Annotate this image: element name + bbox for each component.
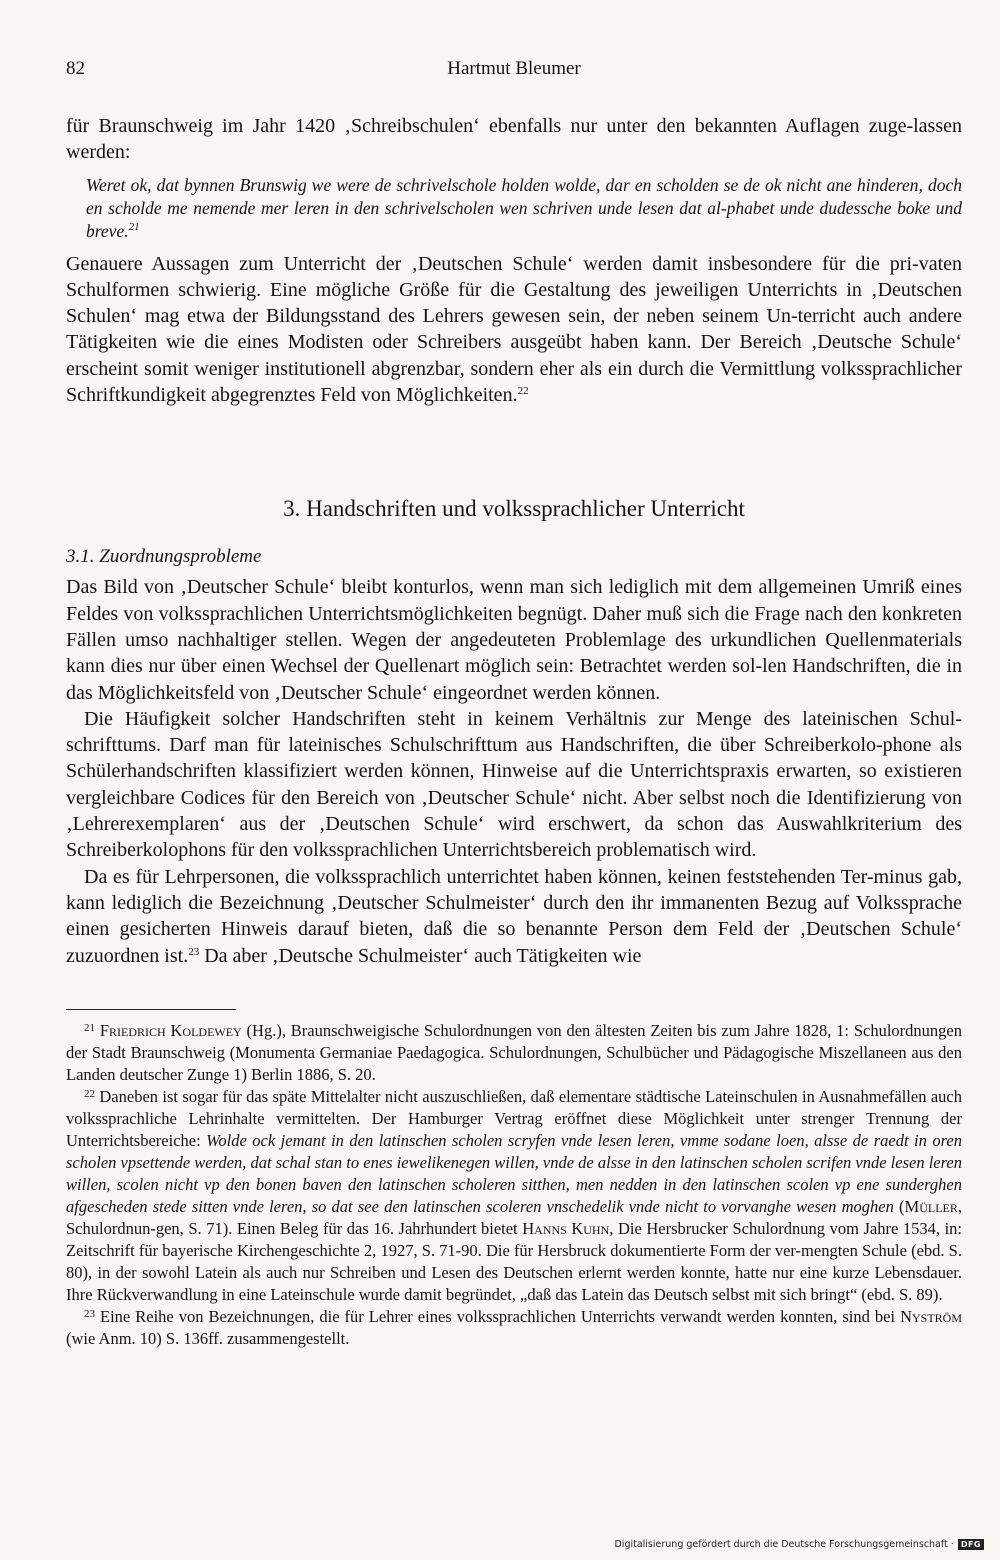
paragraph: [66, 864, 962, 969]
footnote-text: Daneben ist sogar für das späte Mittelalter nicht auszuschließen, daß elementare städtische Lateinschulen in Ausnahmefällen auch volkssprachliche Lehrinhalte vermittelten. Der Hamburger Vertrag eröffnet diese Möglichkeit unter strenger Trennung der Unterrichtsbereiche:: [66, 1086, 962, 1150]
author-name: Friedrich Koldewey: [99, 1020, 242, 1040]
author-name: Hanns Kuhn: [522, 1218, 610, 1238]
footnote-ref[interactable]: 22: [517, 385, 529, 398]
footnote-ref[interactable]: 23: [188, 945, 200, 958]
paragraph: [66, 574, 962, 705]
footnote-ref[interactable]: 21: [128, 220, 140, 233]
page-number: 82: [66, 58, 85, 79]
paragraph: [66, 113, 962, 166]
footnote-number: 22: [84, 1087, 95, 1100]
footnote-22: $^{22}$ Daneben ist sogar für das späte Mittelalter nicht auszuschließen, daß elementare städtische Lateinschulen in Ausnahmefällen auch volkssprachliche Lehrinhalte vermittelten. Der Hamburger Vertrag eröffnet diese Möglichkeit unter strenger Trennung der Unterrichtsbereiche: Wolde ock jemant in den latinschen scholen scryfen vnde lesen leren, vmme sodane loen, alsse de raedt in oren scholen vpsettende werden, dat schal stan to enes iewelikenegen willen, vnde de alsse in den latinschen scholen scrifen vnde lesen leren willen, scolen nicht vp den bonen baven den latinschen scholeren sitthen, men nedden in den latinschen scolen vp ene sunderghen afgescheden stede sitten vnde leren, so dat see den latinschen scoleren vnschedelik vnde nicht to vorvanghe wesen moghen (Müller, Schulordnun-gen, S. 71). Einen Beleg für das 16. Jahrhundert bietet Hanns Kuhn, Die Hersbrucker Schulordnung vom Jahre 1534, in: Zeitschrift für bayerische Kirchengeschichte 2, 1927, S. 71-90. Die für Hersbruck dokumentierte Form der ver-mengten Schule (ebd. S. 80), in der sowohl Latein als auch nur Schreiben und Lesen des Deutschen erlernt werden konnte, hatte nur eine kurze Lebensdauer. Ihre Rückverwandlung in eine Lateinschule wurde damit begründet, „daß das Latein das Deutsch selbst mit sich bringt“ (ebd. S. 89).: [66, 1086, 962, 1304]
paragraph-text: Da es für Lehrpersonen, die volkssprachlich unterrichtet haben können, keinen feststehenden Ter-minus gab, kann lediglich die Bezeichnung ‚Deutscher Schulmeister‘ durch den ihr immanenten Bezug auf Volkssprache einen gesicherten Hinweis darauf bieten, daß die so benannte Person dem Feld der ‚Deutschen Schule‘ zuzuordnen ist.: [66, 865, 962, 967]
footnote-text: , Die Hersbrucker Schulordnung vom Jahre 1534, in: Zeitschrift für bayerische Kirchengeschichte 2, 1927, S. 71-90. Die für Hersbruck dokumentierte Form der ver-mengten Schule (ebd. S. 80), in der sowohl Latein als auch nur Schreiben und Lesen des Deutschen erlernt werden konnte, hatte nur eine kurze Lebensdauer. Ihre Rückverwandlung in eine Lateinschule wurde damit begründet, „daß das Latein das Deutsch selbst mit sich bringt“ (ebd. S. 89).: [66, 1218, 962, 1304]
paragraph: [66, 706, 962, 864]
footnote-text: (Hg.), Braunschweigische Schulordnungen von den ältesten Zeiten bis zum Jahre 1828, 1: Schulordnungen der Stadt Braunschweig (Monumenta Germaniae Paedagogica. Schulordnungen, Schulbücher und Pädagogische Miszellaneen aus den Landen deutscher Zunge 1) Berlin 1886, S. 20.: [66, 1020, 962, 1084]
footnote-number: 23: [84, 1307, 95, 1320]
block-quote: [86, 174, 962, 243]
dfg-logo-icon: DFG: [958, 1539, 984, 1550]
footnote-23: [66, 1306, 962, 1350]
dfg-notice-text: Digitalisierung gefördert durch die Deutsche Forschungsgemeinschaft ·: [614, 1539, 954, 1550]
footnote-text: (wie Anm. 10) S. 136ff. zusammengestellt.: [66, 1328, 350, 1348]
footnote-text: Eine Reihe von Bezeichnungen, die für Lehrer eines volkssprachlichen Unterrichts verwandt werden konnten, sind bei: [100, 1306, 901, 1326]
main-text: [66, 113, 962, 1350]
section-heading: 3. Handschriften und volkssprachlicher Unterricht: [283, 496, 745, 522]
footnote-divider: [66, 1009, 236, 1010]
running-head: Hartmut Bleumer: [447, 58, 581, 79]
quote-text: Weret ok, dat bynnen Brunswig we were de schrivelschole holden wolde, dar en scholden se de ok nicht ane hinderen, doch en scholde me nemende mer leren in den schrivelscholen wen schriven unde lesen dat al-phabet unde dudessche boke und breve.: [86, 174, 962, 241]
footnote-number: 21: [84, 1021, 95, 1034]
footnote-text: , Schulordnun-gen, S. 71). Einen Beleg für das 16. Jahrhundert bietet: [66, 1196, 962, 1238]
paragraph-text: Da aber ‚Deutsche Schulmeister‘ auch Tätigkeiten wie: [199, 944, 642, 967]
subsection-heading: 3.1. Zuordnungsprobleme: [66, 546, 262, 568]
page-header: [66, 58, 962, 84]
author-name: Müller: [904, 1196, 958, 1216]
paragraph: [66, 251, 962, 409]
author-name: Nyström: [900, 1306, 962, 1326]
dfg-funding-notice: [614, 1539, 984, 1550]
paragraph-text: für Braunschweig im Jahr 1420 ‚Schreibschulen‘ ebenfalls nur unter den bekannten Auflagen zuge-lassen werden:: [66, 115, 962, 164]
paragraph-text: Genauere Aussagen zum Unterricht der ‚Deutschen Schule‘ werden damit insbesondere für die pri-vaten Schulformen schwierig. Eine mögliche Größe für die Gestaltung des jeweiligen Unterrichts in ‚Deutschen Schulen‘ mag etwa der Bildungsstand des Lehrers gewesen sein, der neben seinem Un-terricht auch andere Tätigkeiten wie die eines Modisten oder Schreibers ausgeübt haben kann. Der Bereich ‚Deutsche Schule‘ erscheint somit weniger institutionell abgrenzbar, sondern eher als ein durch die Vermittlung volkssprachlicher Schriftkundigkeit abgegrenztes Feld von Möglichkeiten.: [66, 252, 962, 407]
footnote-21: [66, 1020, 962, 1086]
paragraph-text: Die Häufigkeit solcher Handschriften steht in keinem Verhältnis zur Menge des lateinischen Schul-schrifttums. Darf man für lateinisches Schulschrifttum aus Handschriften, die über Schreiberkolo-phone als Schülerhandschriften klassifiziert werden können, Hinweise auf die Unterrichtspraxis erwarten, so existieren vergleichbare Codices für den Bereich von ‚Deutscher Schule‘ nicht. Aber selbst noch die Identifizierung von ‚Lehrerexemplaren‘ aus der ‚Deutschen Schule‘ wird erschwert, da schon das Auswahlkriterium des Schreiberkolophons für den volkssprachlichen Unterrichtsbereich problematisch wird.: [66, 707, 962, 862]
paragraph-text: Das Bild von ‚Deutscher Schule‘ bleibt konturlos, wenn man sich lediglich mit dem allgemeinen Umriß eines Feldes von volkssprachlichen Unterrichtsmöglichkeiten begnügt. Daher muß sich die Frage nach den konkreten Fällen umso nachhaltiger stellen. Wegen der angedeuteten Problemlage des urkundlichen Quellenmaterials kann dies nur über einen Wechsel der Quellenart möglich sein: Betrachtet werden sol-len Handschriften, die in das Möglichkeitsfeld von ‚Deutscher Schule‘ eingeordnet werden können.: [66, 576, 962, 704]
footnote-quote: Wolde ock jemant in den latinschen scholen scryfen vnde lesen leren, vmme sodane loen, alsse de raedt in oren scholen vpsettende werden, dat schal stan to enes iewelikenegen willen, vnde de alsse in den latinschen scholen scrifen vnde lesen leren willen, scolen nicht vp den bonen baven den latinschen scholeren sitthen, men nedden in den latinschen scolen vp ene sunderghen afgescheden stede sitten vnde leren, so dat see den latinschen scoleren vnschedelik vnde nicht to vorvanghe wesen moghen: [66, 1130, 962, 1216]
